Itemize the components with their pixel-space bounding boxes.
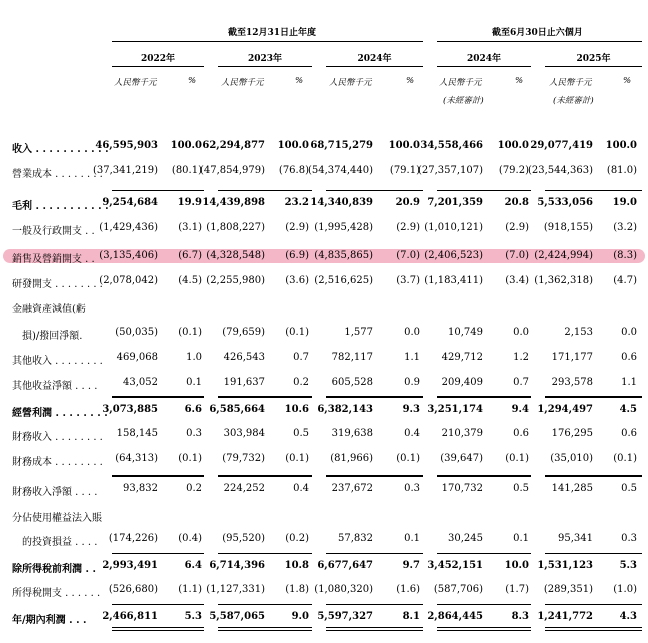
amount-cell: (39,647) xyxy=(440,453,483,464)
period-year: 2024年 xyxy=(466,54,502,64)
row-label: 金融資產減值(虧 xyxy=(12,304,86,315)
percent-cell: 9.7 xyxy=(402,560,420,571)
amount-cell: 68,715,279 xyxy=(310,140,373,151)
percent-cell: (2.9) xyxy=(396,222,420,233)
amount-cell: 1,577 xyxy=(344,327,373,338)
amount-cell: (1,010,121) xyxy=(424,222,483,233)
amount-cell: 141,285 xyxy=(551,483,593,494)
percent-cell: 0.6 xyxy=(513,428,529,439)
period-rule xyxy=(218,66,312,67)
amount-cell: 3,073,885 xyxy=(102,404,158,415)
annual-group-title: 截至12月31日止年度 xyxy=(228,28,317,38)
percent-cell: 1.0 xyxy=(186,352,202,363)
percent-cell: (1.8) xyxy=(285,584,309,595)
percent-cell: 10.0 xyxy=(504,560,529,571)
amount-cell: 93,832 xyxy=(123,483,158,494)
percent-cell: 8.1 xyxy=(402,611,420,622)
percent-cell: 1.1 xyxy=(621,377,637,388)
amount-cell: 158,145 xyxy=(116,428,158,439)
amount-cell: (1,429,436) xyxy=(99,222,158,233)
amount-cell: 319,638 xyxy=(331,428,373,439)
amount-unit: 人民幣千元 xyxy=(221,78,264,88)
amount-cell: 605,528 xyxy=(331,377,373,388)
amount-cell: (1,362,318) xyxy=(534,275,593,286)
percent-cell: 0.1 xyxy=(404,533,420,544)
percent-cell: 5.3 xyxy=(619,560,637,571)
amount-cell: 3,251,174 xyxy=(427,404,483,415)
amount-cell: 14,340,839 xyxy=(310,197,373,208)
row-label: 的投資損益 . . . . xyxy=(12,537,98,548)
percent-cell: 100.0 xyxy=(497,140,529,151)
section-rule xyxy=(437,396,531,397)
section-rule xyxy=(326,396,423,397)
amount-cell: 1,294,497 xyxy=(537,404,593,415)
row-label: 一般及行政開支 . . xyxy=(12,226,95,237)
subtotal-rule xyxy=(545,476,642,477)
section-rule xyxy=(545,475,642,476)
amount-cell: 9,254,684 xyxy=(102,197,158,208)
section-rule xyxy=(112,475,204,476)
amount-cell: (37,341,219) xyxy=(92,165,158,176)
percent-cell: 0.0 xyxy=(404,327,420,338)
amount-cell: 176,295 xyxy=(551,428,593,439)
subtotal-rule xyxy=(437,553,531,554)
percent-cell: 0.4 xyxy=(293,483,309,494)
amount-cell: (64,313) xyxy=(115,453,158,464)
percent-cell: 0.9 xyxy=(404,377,420,388)
amount-cell: (2,424,994) xyxy=(534,250,593,261)
amount-cell: 469,068 xyxy=(116,352,158,363)
percent-cell: 0.6 xyxy=(621,428,637,439)
percent-cell: (0.1) xyxy=(396,453,420,464)
percent-cell: 6.4 xyxy=(184,560,202,571)
amount-cell: (54,374,440) xyxy=(307,165,373,176)
percent-cell: (1.0) xyxy=(613,584,637,595)
row-label: 財務收入淨額 . . . . xyxy=(12,487,98,498)
percent-cell: 0.5 xyxy=(621,483,637,494)
amount-cell: (79,659) xyxy=(222,327,265,338)
section-rule xyxy=(326,475,423,476)
subtotal-rule xyxy=(218,397,312,398)
percent-cell: 100.0 xyxy=(388,140,420,151)
amount-cell: 7,201,359 xyxy=(427,197,483,208)
percent-cell: 5.3 xyxy=(184,611,202,622)
amount-cell: (1,995,428) xyxy=(314,222,373,233)
row-label: 營業成本 . . . . . . . . xyxy=(12,169,103,180)
percent-cell: 0.2 xyxy=(186,483,202,494)
total-double-rule xyxy=(545,627,642,631)
amount-cell: (2,255,980) xyxy=(206,275,265,286)
amount-cell: 34,558,466 xyxy=(420,140,483,151)
amount-cell: 170,732 xyxy=(441,483,483,494)
percent-cell: 100.0 xyxy=(170,140,202,151)
subtotal-rule xyxy=(218,190,312,191)
percent-cell: 0.1 xyxy=(186,377,202,388)
period-year: 2023年 xyxy=(247,54,283,64)
amount-cell: (1,127,331) xyxy=(206,584,265,595)
percent-cell: 10.6 xyxy=(284,404,309,415)
section-rule xyxy=(437,475,531,476)
percent-cell: (1.7) xyxy=(505,584,529,595)
amount-unit: 人民幣千元 xyxy=(114,78,157,88)
subtotal-rule xyxy=(437,397,531,398)
amount-cell: (289,351) xyxy=(543,584,593,595)
row-label: 毛利 . . . . . . . . . . . xyxy=(12,201,109,212)
percent-cell: (7.0) xyxy=(505,250,529,261)
percent-cell: 10.8 xyxy=(284,560,309,571)
amount-cell: 303,984 xyxy=(223,428,265,439)
percent-cell: (3.2) xyxy=(613,222,637,233)
subtotal-rule xyxy=(218,553,312,554)
subtotal-rule xyxy=(112,553,204,554)
amount-cell: (50,035) xyxy=(115,327,158,338)
amount-cell: 426,543 xyxy=(223,352,265,363)
subtotal-rule xyxy=(326,190,423,191)
period-rule xyxy=(437,66,531,67)
amount-cell: 62,294,877 xyxy=(202,140,265,151)
amount-cell: (27,357,107) xyxy=(417,165,483,176)
percent-unit: % xyxy=(515,76,524,86)
percent-cell: (0.1) xyxy=(285,327,309,338)
amount-cell: 43,052 xyxy=(123,377,158,388)
percent-cell: (7.0) xyxy=(396,250,420,261)
percent-cell: 9.3 xyxy=(402,404,420,415)
amount-cell: 429,712 xyxy=(441,352,483,363)
row-label: 財務成本 . . . . . . . . xyxy=(12,457,103,468)
amount-cell: 2,993,491 xyxy=(102,560,158,571)
percent-cell: (1.6) xyxy=(396,584,420,595)
percent-cell: (8.3) xyxy=(613,250,637,261)
amount-cell: (1,808,227) xyxy=(206,222,265,233)
percent-cell: 0.0 xyxy=(513,327,529,338)
total-double-rule xyxy=(218,627,312,631)
amount-cell: 5,533,056 xyxy=(537,197,593,208)
amount-cell: 2,864,445 xyxy=(427,611,483,622)
amount-cell: (587,706) xyxy=(433,584,483,595)
subtotal-rule xyxy=(112,397,204,398)
row-label: 其他收益淨額 . . . . xyxy=(12,381,98,392)
period-rule xyxy=(112,66,204,67)
percent-cell: 20.9 xyxy=(395,197,420,208)
amount-cell: 171,177 xyxy=(551,352,593,363)
amount-cell: (4,835,865) xyxy=(314,250,373,261)
percent-cell: 100.0 xyxy=(605,140,637,151)
percent-cell: (3.7) xyxy=(396,275,420,286)
percent-cell: 9.0 xyxy=(291,611,309,622)
percent-cell: 8.3 xyxy=(511,611,529,622)
percent-cell: (6.9) xyxy=(285,250,309,261)
amount-cell: 14,439,898 xyxy=(202,197,265,208)
amount-cell: (35,010) xyxy=(550,453,593,464)
percent-unit: % xyxy=(406,76,415,86)
percent-cell: (0.2) xyxy=(285,533,309,544)
subtotal-rule xyxy=(326,476,423,477)
row-label: 損)/撥回淨額. xyxy=(12,331,83,342)
percent-cell: (0.1) xyxy=(613,453,637,464)
percent-unit: % xyxy=(188,76,197,86)
amount-cell: (3,135,406) xyxy=(99,250,158,261)
row-label: 銷售及營銷開支 . . xyxy=(12,254,95,265)
amount-cell: 5,597,327 xyxy=(317,611,373,622)
annual-group-rule xyxy=(112,41,423,42)
subtotal-rule xyxy=(218,604,312,605)
percent-cell: 9.4 xyxy=(511,404,529,415)
percent-cell: (0.1) xyxy=(178,453,202,464)
amount-cell: 5,587,065 xyxy=(209,611,265,622)
period-year: 2022年 xyxy=(140,54,176,64)
percent-cell: 0.3 xyxy=(404,483,420,494)
amount-cell: 6,714,396 xyxy=(209,560,265,571)
subtotal-rule xyxy=(112,190,204,191)
subtotal-rule xyxy=(545,553,642,554)
row-label: 其他收入 . . . . . . . . xyxy=(12,356,103,367)
percent-cell: 4.5 xyxy=(619,404,637,415)
period-year: 2024年 xyxy=(357,54,392,64)
amount-cell: 191,637 xyxy=(223,377,265,388)
percent-cell: 23.2 xyxy=(284,197,309,208)
subtotal-rule xyxy=(326,604,423,605)
amount-cell: (2,406,523) xyxy=(424,250,483,261)
total-double-rule xyxy=(437,627,531,631)
amount-cell: 46,595,903 xyxy=(95,140,158,151)
percent-cell: (76.8) xyxy=(278,165,309,176)
amount-cell: (23,544,363) xyxy=(527,165,593,176)
percent-cell: 0.3 xyxy=(621,533,637,544)
amount-cell: (81,966) xyxy=(330,453,373,464)
percent-cell: (0.1) xyxy=(285,453,309,464)
percent-cell: 0.7 xyxy=(513,377,529,388)
subtotal-rule xyxy=(437,190,531,191)
amount-cell: 210,379 xyxy=(441,428,483,439)
unaudited-note: (未經審計) xyxy=(553,96,594,106)
section-rule xyxy=(112,396,204,397)
percent-cell: (0.1) xyxy=(505,453,529,464)
amount-cell: (95,520) xyxy=(222,533,265,544)
row-label: 除所得稅前利潤 . . xyxy=(12,564,96,575)
amount-cell: 10,749 xyxy=(448,327,483,338)
percent-cell: 1.2 xyxy=(513,352,529,363)
amount-cell: (2,516,625) xyxy=(314,275,373,286)
total-double-rule xyxy=(112,627,204,631)
percent-cell: 0.7 xyxy=(293,352,309,363)
percent-cell: 20.8 xyxy=(504,197,529,208)
percent-cell: 0.6 xyxy=(621,352,637,363)
percent-cell: 1.1 xyxy=(404,352,420,363)
subtotal-rule xyxy=(437,476,531,477)
six-months-group-rule xyxy=(437,41,642,42)
amount-cell: (4,328,548) xyxy=(206,250,265,261)
row-label: 收入 . . . . . . . . . . . xyxy=(12,144,109,155)
amount-cell: (2,078,042) xyxy=(99,275,158,286)
percent-cell: 0.5 xyxy=(293,428,309,439)
percent-cell: 0.2 xyxy=(293,377,309,388)
amount-cell: 95,341 xyxy=(558,533,593,544)
percent-cell: (2.9) xyxy=(285,222,309,233)
row-label: 經營利潤 . . . . . . . . xyxy=(12,408,108,419)
subtotal-rule xyxy=(112,604,204,605)
row-label: 研發開支 . . . . . . . . xyxy=(12,279,103,290)
subtotal-rule xyxy=(437,604,531,605)
percent-cell: (81.0) xyxy=(606,165,637,176)
period-year: 2025年 xyxy=(576,54,611,64)
percent-cell: (79.2) xyxy=(498,165,529,176)
percent-cell: (3.1) xyxy=(178,222,202,233)
subtotal-rule xyxy=(326,553,423,554)
row-label: 分佔使用權益法入賬 xyxy=(12,513,102,524)
percent-cell: 0.3 xyxy=(186,428,202,439)
percent-cell: (0.4) xyxy=(178,533,202,544)
percent-cell: 0.4 xyxy=(404,428,420,439)
period-rule xyxy=(545,66,642,67)
amount-unit: 人民幣千元 xyxy=(439,78,482,88)
amount-cell: (918,155) xyxy=(543,222,593,233)
amount-cell: 782,117 xyxy=(331,352,373,363)
row-label: 年/期內利潤 . . . xyxy=(12,615,87,626)
unaudited-note: (未經審計) xyxy=(443,96,484,106)
percent-unit: % xyxy=(295,76,304,86)
amount-cell: (47,854,979) xyxy=(199,165,265,176)
percent-cell: (0.1) xyxy=(178,327,202,338)
subtotal-rule xyxy=(112,476,204,477)
percent-cell: 6.6 xyxy=(184,404,202,415)
subtotal-rule xyxy=(545,190,642,191)
total-double-rule xyxy=(326,627,423,631)
percent-cell: (1.1) xyxy=(178,584,202,595)
amount-cell: (526,680) xyxy=(108,584,158,595)
amount-cell: 2,153 xyxy=(564,327,593,338)
percent-cell: 0.1 xyxy=(513,533,529,544)
row-label: 財務收入 . . . . . . . . xyxy=(12,432,103,443)
percent-cell: 0.0 xyxy=(621,327,637,338)
percent-cell: 4.3 xyxy=(619,611,637,622)
amount-cell: 209,409 xyxy=(441,377,483,388)
amount-cell: 30,245 xyxy=(448,533,483,544)
percent-cell: 0.5 xyxy=(513,483,529,494)
percent-cell: (4.5) xyxy=(178,275,202,286)
subtotal-rule xyxy=(218,476,312,477)
section-rule xyxy=(218,475,312,476)
percent-cell: (6.7) xyxy=(178,250,202,261)
amount-cell: 1,531,123 xyxy=(537,560,593,571)
percent-cell: (79.1) xyxy=(389,165,420,176)
amount-cell: 6,585,664 xyxy=(209,404,265,415)
subtotal-rule xyxy=(545,397,642,398)
amount-cell: (174,226) xyxy=(108,533,158,544)
amount-cell: 29,077,419 xyxy=(530,140,593,151)
row-label: 所得稅開支 . . . . . . xyxy=(12,588,101,599)
amount-cell: 2,466,811 xyxy=(102,611,158,622)
amount-unit: 人民幣千元 xyxy=(549,78,592,88)
amount-cell: 293,578 xyxy=(551,377,593,388)
section-rule xyxy=(218,396,312,397)
six-months-group-title: 截至6月30日止六個月 xyxy=(492,28,583,38)
percent-cell: (3.4) xyxy=(505,275,529,286)
amount-cell: 1,241,772 xyxy=(537,611,593,622)
subtotal-rule xyxy=(326,397,423,398)
period-rule xyxy=(326,66,423,67)
percent-cell: (80.1) xyxy=(171,165,202,176)
percent-cell: (4.7) xyxy=(613,275,637,286)
subtotal-rule xyxy=(545,604,642,605)
percent-unit: % xyxy=(623,76,632,86)
amount-cell: 237,672 xyxy=(331,483,373,494)
amount-cell: (1,080,320) xyxy=(314,584,373,595)
section-rule xyxy=(545,396,642,397)
percent-cell: 100.0 xyxy=(277,140,309,151)
amount-cell: 6,677,647 xyxy=(317,560,373,571)
amount-cell: 224,252 xyxy=(223,483,265,494)
percent-cell: (2.9) xyxy=(505,222,529,233)
percent-cell: 19.9 xyxy=(177,197,202,208)
amount-cell: 57,832 xyxy=(338,533,373,544)
amount-cell: 6,382,143 xyxy=(317,404,373,415)
percent-cell: 19.0 xyxy=(612,197,637,208)
percent-cell: (3.6) xyxy=(285,275,309,286)
amount-cell: (79,732) xyxy=(222,453,265,464)
amount-cell: 3,452,151 xyxy=(427,560,483,571)
amount-cell: (1,183,411) xyxy=(424,275,483,286)
amount-unit: 人民幣千元 xyxy=(329,78,372,88)
